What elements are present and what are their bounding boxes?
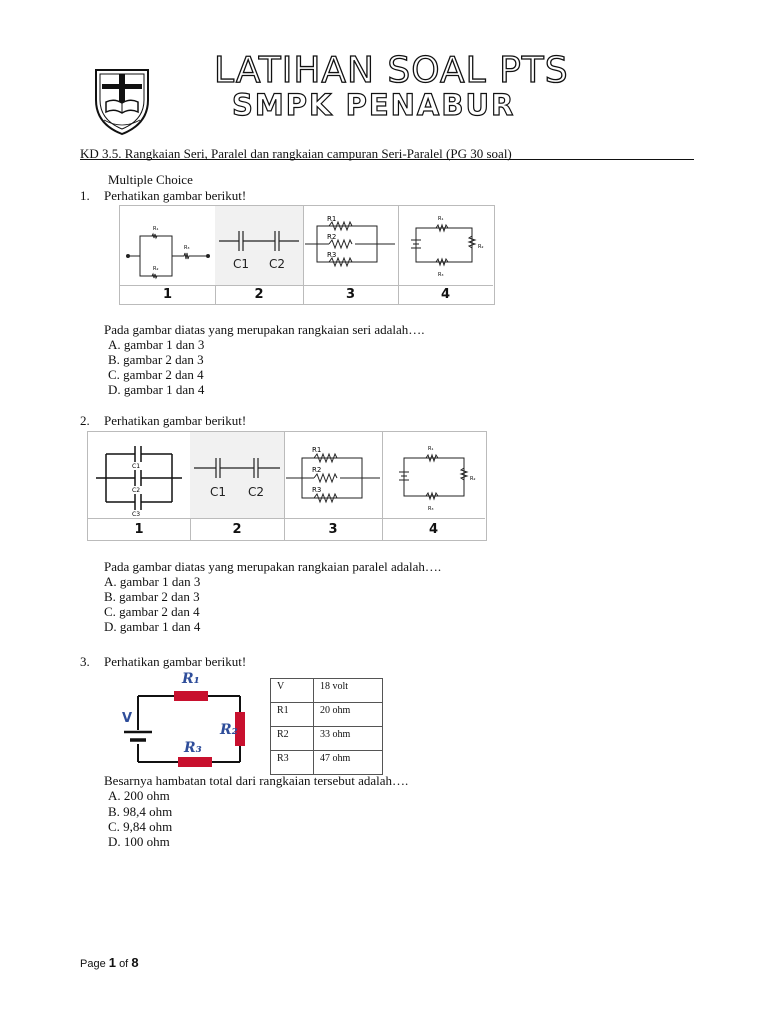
q2-option-a: A. gambar 1 dan 3 [104, 574, 201, 589]
q2-fig4-r3-label: R₃ [428, 506, 434, 512]
q2-option-b: B. gambar 2 dan 3 [104, 589, 200, 604]
q1-option-c: C. gambar 2 dan 4 [108, 367, 204, 382]
q2-fig-label-2: 2 [190, 518, 285, 540]
q2-fig1-c2-label: C2 [132, 487, 141, 494]
footer-of-word: of [119, 958, 129, 970]
q3-option-b: B. 98,4 ohm [108, 804, 173, 819]
q1-fig4-r1-label: R₁ [438, 216, 444, 222]
q2-fig4-r2-label: R₂ [470, 476, 476, 482]
q1-fig2-circuit [215, 206, 303, 285]
resistor-r3 [178, 757, 212, 767]
q1-option-a: A. gambar 1 dan 3 [108, 337, 205, 352]
q1-fig3-cell [303, 206, 399, 285]
page-footer [80, 955, 139, 970]
table-cell-quantity: R2 [271, 727, 314, 751]
q1-fig1-r3-label: R₃ [184, 245, 190, 251]
q1-fig2-c1-label: C1 [233, 257, 250, 271]
q2-fig1-c1-label: C1 [132, 463, 141, 470]
q2-fig1-circuit [88, 432, 190, 518]
table-cell-value: 33 ohm [314, 727, 383, 751]
q2-fig2-circuit [190, 432, 284, 518]
footer-page-word: Page [80, 958, 106, 970]
q2-stem: Pada gambar diatas yang merupakan rangkaian paralel adalah…. [104, 559, 442, 574]
q2-figure [87, 431, 487, 541]
q1-fig3-r2-label: R2 [327, 233, 337, 241]
q3-r2-label: R₂ [220, 722, 238, 738]
q3-prompt: Perhatikan gambar berikut! [104, 654, 247, 669]
q1-fig-label-2: 2 [215, 285, 304, 304]
q1-number: 1. [80, 188, 90, 203]
q2-option-c: C. gambar 2 dan 4 [104, 604, 200, 619]
school-logo [90, 66, 154, 136]
q1-option-d: D. gambar 1 dan 4 [108, 382, 205, 397]
q3-circuit [116, 668, 260, 772]
q2-fig2-c2-label: C2 [248, 485, 265, 499]
footer-page-total: 8 [131, 955, 139, 970]
q2-fig-label-1: 1 [88, 518, 191, 540]
q1-fig3-circuit [303, 206, 398, 285]
q2-fig1-c3-label: C3 [132, 511, 141, 518]
table-cell-value: 18 volt [314, 679, 383, 703]
q3-r1-label: R₁ [182, 671, 200, 687]
q1-fig-label-1: 1 [120, 285, 216, 304]
table-row [271, 679, 383, 703]
table-cell-value: 20 ohm [314, 703, 383, 727]
kd-line: KD 3.5. Rangkaian Seri, Paralel dan rangkaian campuran Seri-Paralel (PG 30 soal) [80, 146, 512, 161]
q2-fig3-r2-label: R2 [312, 466, 322, 474]
header-rule [80, 159, 694, 160]
q2-fig2-c1-label: C1 [210, 485, 227, 499]
table-cell-quantity: V [271, 679, 314, 703]
q1-fig-label-4: 4 [398, 285, 493, 304]
q1-fig4-cell [398, 206, 493, 285]
q3-option-a: A. 200 ohm [108, 788, 170, 803]
q1-stem: Pada gambar diatas yang merupakan rangkaian seri adalah…. [104, 322, 425, 337]
table-cell-quantity: R3 [271, 751, 314, 775]
q3-values-table [270, 678, 383, 775]
title-line-2: SMPK PENABUR [232, 88, 516, 122]
q2-fig1-cell [88, 432, 191, 518]
footer-page-number: 1 [108, 955, 116, 970]
q3-r3-label: R₃ [184, 740, 202, 756]
q2-fig-label-4: 4 [382, 518, 485, 540]
q1-fig1-cell [120, 206, 216, 285]
q2-prompt: Perhatikan gambar berikut! [104, 413, 247, 428]
q2-fig-label-3: 3 [284, 518, 383, 540]
q1-option-b: B. gambar 2 dan 3 [108, 352, 204, 367]
q2-fig3-circuit [284, 432, 382, 518]
q1-prompt: Perhatikan gambar berikut! [104, 188, 247, 203]
section-title: Multiple Choice [108, 172, 193, 187]
q2-option-d: D. gambar 1 dan 4 [104, 619, 201, 634]
q2-fig3-r1-label: R1 [312, 446, 322, 454]
q1-fig-label-3: 3 [303, 285, 399, 304]
q2-fig3-cell [284, 432, 383, 518]
q3-option-d: D. 100 ohm [108, 834, 170, 849]
q1-fig2-c2-label: C2 [269, 257, 286, 271]
q1-fig3-r1-label: R1 [327, 215, 337, 223]
q2-fig4-circuit [382, 432, 485, 518]
q2-fig3-r3-label: R3 [312, 486, 322, 494]
q1-fig4-r3-label: R₃ [438, 272, 444, 278]
q1-fig1-r1-label: R₁ [153, 226, 159, 232]
q1-figure [119, 205, 495, 305]
q2-fig4-cell [382, 432, 485, 518]
q3-stem: Besarnya hambatan total dari rangkaian tersebut adalah…. [104, 773, 409, 788]
q3-number: 3. [80, 654, 90, 669]
q1-fig4-r2-label: R₂ [478, 244, 484, 250]
q1-fig3-r3-label: R3 [327, 251, 337, 259]
q1-fig1-circuit [120, 206, 215, 285]
q1-fig2-cell [215, 206, 304, 285]
table-row [271, 703, 383, 727]
resistor-r1 [174, 691, 208, 701]
q3-v-label: V [122, 711, 133, 726]
table-cell-quantity: R1 [271, 703, 314, 727]
q2-fig4-r1-label: R₁ [428, 446, 434, 452]
table-row [271, 727, 383, 751]
q1-fig4-circuit [398, 206, 493, 285]
q3-option-c: C. 9,84 ohm [108, 819, 173, 834]
table-row [271, 751, 383, 775]
q2-fig2-cell [190, 432, 285, 518]
q2-number: 2. [80, 413, 90, 428]
table-cell-value: 47 ohm [314, 751, 383, 775]
q1-fig1-r2-label: R₂ [153, 266, 159, 272]
title-line-1: LATIHAN SOAL PTS [214, 50, 569, 91]
